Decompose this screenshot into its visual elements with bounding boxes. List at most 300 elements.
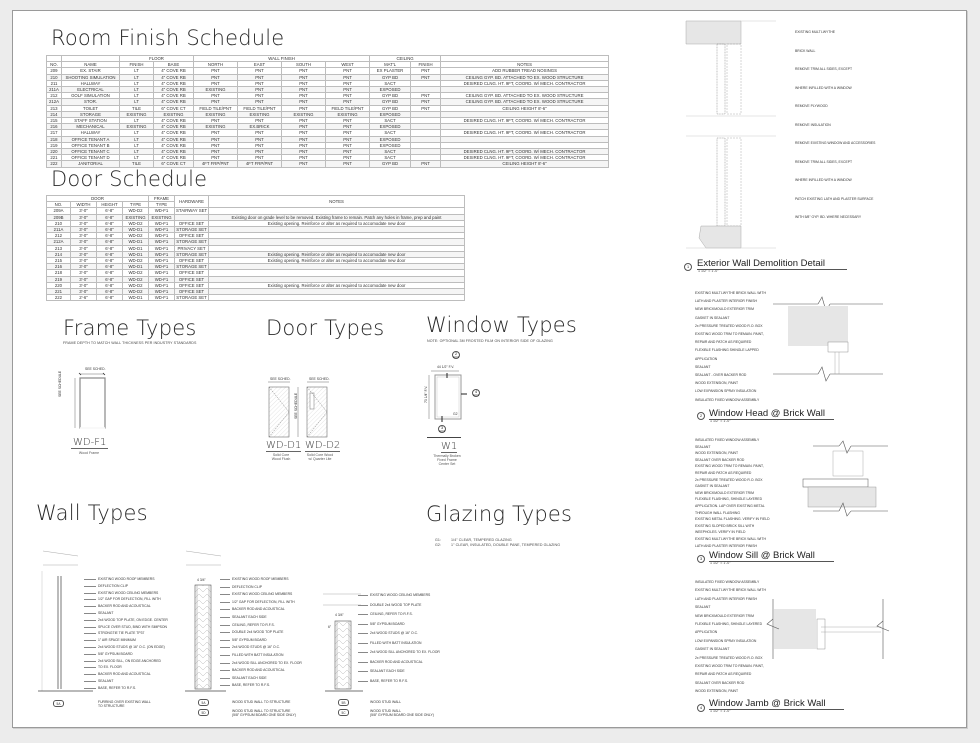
wall-tag-5c: 5C: [338, 709, 349, 716]
leader-line: [84, 606, 96, 607]
table-cell: 3'-0": [71, 208, 97, 214]
table-cell: PNT: [326, 130, 370, 136]
table-cell: PNT: [282, 93, 326, 99]
table-cell: PNT: [282, 124, 326, 130]
table-cell: Existing opening. Reinforce or alter as required to accomodate new door: [209, 220, 465, 226]
table-cell: PNT: [411, 74, 441, 80]
callout-label: EXISTING MULTI-WYTHE BRICK WALL WITH: [695, 537, 766, 541]
table-cell: 3'-0": [71, 239, 97, 245]
table-cell: 209A: [47, 208, 71, 214]
window-desc-2: Fixed Frame: [437, 458, 457, 462]
callout-label: EXISTING WOOD ROOF MEMBERS: [98, 577, 155, 581]
callout-label: FLEXIBLE FLASHING SHINGLE LAPPED: [695, 348, 759, 353]
leader-line: [220, 632, 230, 633]
callout-label: FILLED WITH BATT INSULATION: [232, 653, 284, 657]
callout-label: REPAIR AND PATCH AS REQUIRED: [695, 471, 752, 475]
group-header-frame: FRAME: [149, 196, 175, 202]
table-cell: 219: [47, 142, 62, 148]
door-d1-dim-top: SEE SCHED.: [270, 377, 291, 381]
wall-tag-5d: 5D: [198, 709, 209, 716]
table-cell: 4FT FRP/PNT: [238, 161, 282, 167]
table-cell: 4" COVE RB: [154, 93, 194, 99]
callout-label: NEW BRICKMOULD EXTERIOR TRIM: [695, 307, 754, 312]
table-cell: 220: [47, 282, 71, 288]
wall-c-section-drawing: [321, 591, 371, 701]
table-cell: OFFICE SET: [175, 276, 209, 282]
callout-label: WOOD EXTENSION, PAINT: [695, 689, 739, 694]
table-cell: LT: [120, 99, 154, 105]
table-cell: WD-F1: [149, 239, 175, 245]
table-cell: LT: [120, 74, 154, 80]
callout-label: APPLICATION. LAP OVER EXISTING METAL: [695, 504, 765, 508]
table-cell: LT: [120, 93, 154, 99]
callout-label: NEW BRICKMOULD EXTERIOR TRIM: [695, 490, 754, 495]
leader-line: [358, 624, 368, 625]
wall-c-tag-desc: WOOD STUD WALL: [370, 700, 402, 704]
door-schedule-title: Door Schedule: [51, 167, 208, 191]
window-desc-3: Center Set: [438, 462, 456, 466]
callout-label: INSULATED FIXED WINDOW ASSEMBLY: [695, 397, 760, 402]
col-header: EAST: [238, 62, 282, 68]
table-cell: PNT: [194, 68, 238, 74]
table-cell: DESIRED CLNG. HT. 9FT, COORD. W/ MECH. CONTRACTOR: [441, 80, 609, 86]
detail-1-title: Exterior Wall Demolition Detail: [697, 258, 847, 270]
table-cell: PNT: [326, 149, 370, 155]
callout-label: NEW BRICKMOULD EXTERIOR TRIM: [695, 613, 754, 618]
leader-line: [84, 640, 96, 641]
table-cell: Existing opening. Reinforce or alter as required to accomodate new door: [209, 258, 465, 264]
table-cell: FIELD TILE/PNT: [194, 105, 238, 111]
callout-label: SEALANT EACH SIDE: [370, 669, 405, 673]
table-cell: LT: [120, 149, 154, 155]
col-header-notes: NOTES: [209, 196, 465, 208]
table-cell: 4" COVE RB: [154, 124, 194, 130]
table-cell: STORAGE: [62, 111, 120, 117]
leader-line: [84, 593, 96, 594]
callout-label: DOUBLE 2x4 WOOD TOP PLATE: [232, 630, 284, 635]
callout-label: WHERE INFILLED WITH A WINDOW: [795, 178, 852, 182]
table-cell: 4" COVE RB: [154, 155, 194, 161]
wall-tag-5b: 5B: [338, 699, 349, 706]
door-d1-desc-2: Wood Flush: [271, 457, 291, 461]
window-elevation-drawing: [425, 367, 475, 427]
table-cell: EXPOSED: [370, 124, 411, 130]
section-bubble-4: 4 A3.0: [473, 389, 480, 398]
table-cell: WD-D2: [123, 282, 149, 288]
callout-label: BASE, REFER TO R.F.S.: [370, 678, 409, 683]
wall-c-side-dim: 6": [328, 625, 332, 629]
col-header-hardware: HARDWARE: [175, 196, 209, 208]
table-cell: 4" COVE RB: [154, 87, 194, 93]
table-cell: GOLF SIMULATION: [62, 93, 120, 99]
window-desc-1: Thermally Broken: [433, 454, 461, 458]
leader-line: [220, 587, 230, 588]
table-cell: TILE: [120, 105, 154, 111]
callout-label: LOW EXPANSION SPRAY INSULATION: [695, 389, 757, 394]
table-cell: 6'-8": [97, 233, 123, 239]
table-cell: PNT: [326, 87, 370, 93]
col-header: SOUTH: [282, 62, 326, 68]
col-header: NO.: [47, 62, 62, 68]
leader-line: [220, 678, 230, 679]
table-cell: WD-F1: [149, 233, 175, 239]
callout-label: REMOVE TRIM ALL SIDES, EXCEPT: [795, 67, 853, 71]
table-cell: DESIRED CLNG. HT. 9FT, COORD. W/ MECH. CONTRACTOR: [441, 149, 609, 155]
table-cell: DESIRED CLNG. HT. 9FT, COORD. W/ MECH. CONTRACTOR: [441, 130, 609, 136]
leader-line: [84, 613, 96, 614]
door-code-wd-d1: WD-D1: [266, 440, 302, 451]
callout-label: 2x4 WOOD STUDS @ 16" O.C.: [232, 645, 280, 650]
window-width-dim: 44 1/2" F.V.: [437, 365, 455, 369]
callout-label: LATH AND PLASTER INTERIOR FINISH: [695, 543, 757, 548]
table-cell: EXISTING: [238, 111, 282, 117]
table-cell: WD-D2: [123, 276, 149, 282]
door-schedule-table: [46, 195, 465, 301]
table-cell: 209: [47, 68, 62, 74]
table-cell: DESIRED CLNG. HT. 9FT, COORD. W/ MECH. CONTRACTOR: [441, 155, 609, 161]
callout-label: 1" AIR SPACE MINIMUM: [98, 638, 136, 643]
callout-label: 5/8" GYPSUM BOARD: [370, 621, 405, 626]
table-cell: EX PLASTER: [370, 68, 411, 74]
table-cell: GYP BD: [370, 99, 411, 105]
frame-code-wd-f1: WD-F1: [73, 437, 107, 448]
leader-line: [220, 663, 230, 664]
table-cell: EXISTING: [123, 214, 149, 220]
table-cell: EX. STAIR: [62, 68, 120, 74]
wall-b-tag-desc: WOOD STUD WALL TO STRUCTURE: [232, 700, 291, 704]
callout-label: 5/8" GYPSUM BOARD: [98, 651, 133, 656]
door-d2-desc-2: w/ Quarter Lite: [308, 457, 332, 461]
table-cell: 3'-0": [71, 282, 97, 288]
window-height-dim: 73 1/4" F.V.: [424, 385, 428, 403]
window-glazing-tag: G2: [453, 412, 458, 416]
table-cell: 212: [47, 233, 71, 239]
table-cell: PNT: [326, 99, 370, 105]
table-cell: 4" COVE RB: [154, 99, 194, 105]
table-cell: PNT: [282, 80, 326, 86]
table-cell: 6'-8": [97, 245, 123, 251]
col-header: MAT'L: [370, 62, 411, 68]
wall-a-tag-desc-2: TO STRUCTURE: [98, 704, 125, 708]
table-cell: 2'-6": [71, 295, 97, 301]
table-cell: 222: [47, 295, 71, 301]
col-header: NAME: [62, 62, 120, 68]
table-cell: 4" COVE RB: [154, 136, 194, 142]
door-code-wd-d2: WD-D2: [305, 440, 341, 451]
group-header-floor: FLOOR: [120, 56, 194, 62]
table-cell: WD-F1: [149, 264, 175, 270]
table-cell: 3'-0": [71, 270, 97, 276]
table-cell: PNT: [282, 74, 326, 80]
table-cell: 221: [47, 289, 71, 295]
section-bubble-3: 3 A3.0: [439, 425, 446, 434]
detail-3-title: Window Sill @ Brick Wall: [709, 550, 834, 562]
leader-line: [220, 602, 230, 603]
table-cell: 6'-8": [97, 258, 123, 264]
leader-line: [220, 579, 230, 580]
table-cell: 221: [47, 155, 62, 161]
table-cell: WD-D2: [123, 208, 149, 214]
table-cell: WD-D2: [123, 220, 149, 226]
callout-label: 2x4 WOOD STUDS @ 16" O.C. (ON EDGE): [98, 645, 165, 649]
table-cell: 211A: [47, 87, 62, 93]
table-cell: PNT: [282, 142, 326, 148]
table-cell: WD-D1: [123, 295, 149, 301]
table-row: [47, 295, 465, 301]
wall-c-tag2-desc-2: (5/8" GYPSUM BOARD ONE SIDE ONLY): [370, 713, 434, 717]
window-head-drawing: [773, 296, 883, 386]
table-cell: PNT: [282, 99, 326, 105]
callout-label: 2x4 WOOD SILL, ON EDGE ANCHORED: [98, 658, 161, 663]
table-cell: 213: [47, 245, 71, 251]
table-cell: 4" COVE RB: [154, 74, 194, 80]
drawing-sheet: [12, 10, 967, 728]
table-cell: 209B: [47, 214, 71, 220]
detail-2-scale: 1 1/2" = 1'-0": [710, 419, 731, 423]
table-cell: PNT: [238, 74, 282, 80]
table-cell: WD-D2: [123, 289, 149, 295]
frame-desc: Wood Frame: [78, 451, 100, 455]
table-cell: 6'-8": [97, 239, 123, 245]
table-cell: PNT: [194, 130, 238, 136]
table-cell: WD-D1: [123, 264, 149, 270]
leader-line: [84, 674, 96, 675]
table-cell: WD-D2: [123, 258, 149, 264]
callout-label: EXISTING WOOD TRIM TO REMAIN. PAINT,: [695, 332, 764, 336]
callout-label: BACKER ROD AND ACOUSTICAL: [98, 604, 151, 609]
callout-label: SEALANT: [98, 679, 114, 683]
wall-a-tag-desc-1: FURRING OVER EXISTING WALL: [98, 700, 151, 704]
callout-label: DEFLECTION CLIP: [232, 584, 262, 589]
table-cell: 219: [47, 276, 71, 282]
table-cell: EXISTING: [282, 111, 326, 117]
callout-label: SEALANT OVER BACKER ROD: [695, 457, 745, 462]
callout-label: BACKER ROD AND ACOUSTICAL: [98, 672, 151, 677]
leader-line: [358, 671, 368, 672]
table-cell: EXISTING: [149, 214, 175, 220]
callout-label: 2x PRESSURE TREATED WOOD R.O. BOX: [695, 323, 763, 328]
table-cell: SHOOTING SIMULATION: [62, 74, 120, 80]
table-cell: WD-D1: [123, 245, 149, 251]
callout-label: LOW EXPANSION SPRAY INSULATION: [695, 638, 757, 643]
table-cell: ADD RUBBER TREAD NOSINGS: [441, 68, 609, 74]
table-cell: 3'-0": [71, 227, 97, 233]
table-cell: PNT: [282, 136, 326, 142]
table-cell: PNT: [238, 68, 282, 74]
callout-label: SEALANT: [695, 444, 711, 449]
table-cell: 6'-8": [97, 208, 123, 214]
leader-line: [358, 652, 368, 653]
table-cell: PNT: [238, 136, 282, 142]
table-cell: PNT: [238, 99, 282, 105]
table-cell: WD-F1: [149, 276, 175, 282]
table-cell: SACT: [370, 155, 411, 161]
table-cell: WD-F1: [149, 289, 175, 295]
callout-label: LATH AND PLASTER INTERIOR FINISH: [695, 596, 757, 601]
frame-elevation-drawing: [73, 371, 113, 431]
callout-label: APPLICATION: [695, 630, 718, 635]
table-cell: ELECTRICAL: [62, 87, 120, 93]
table-cell: 212A: [47, 239, 71, 245]
callout-label: EXISTING WOOD CEILING MEMBERS: [370, 593, 431, 597]
table-cell: [209, 295, 465, 301]
col-header: NOTES: [441, 62, 609, 68]
callout-label: 5/8" GYPSUM BOARD: [232, 637, 267, 642]
table-cell: STOR.: [62, 99, 120, 105]
detail-3-scale: 1 1/2" = 1'-0": [710, 561, 731, 565]
leader-line: [84, 599, 96, 600]
table-cell: PNT: [282, 130, 326, 136]
table-cell: STORAGE SET: [176, 295, 207, 301]
table-cell: Existing opening. Reinforce or alter as required to accomodate new door: [209, 251, 465, 257]
table-cell: Existing door on grade level to be removed. Existing frame to remain. Patch any holes in frame, prep and paint: [209, 214, 465, 220]
col-header: HEIGHT: [97, 202, 123, 208]
leader-line: [358, 614, 368, 615]
col-header: TYPE: [149, 202, 175, 208]
callout-label: EXISTING METAL FLASHING. VERIFY IN FIELD: [695, 517, 770, 522]
table-cell: HALLWAY: [62, 130, 120, 136]
table-cell: PNT: [194, 142, 238, 148]
table-cell: PNT: [238, 118, 282, 124]
table-cell: 6'-8": [97, 227, 123, 233]
table-cell: SACT: [370, 130, 411, 136]
callout-label: SEALANT - OVER BACKER ROD: [695, 373, 747, 377]
table-cell: EXISTING: [120, 111, 154, 117]
leader-line: [84, 620, 96, 621]
wall-tag-5a: 5A: [198, 699, 209, 706]
callout-label: LATH AND PLASTER INTERIOR FINISH: [695, 299, 757, 304]
callout-label: INSULATED FIXED WINDOW ASSEMBLY: [695, 438, 760, 442]
table-cell: WD-F1: [149, 220, 175, 226]
table-cell: 210: [47, 74, 62, 80]
wall-b-tag2-desc-1: WOOD STUD WALL TO STRUCTURE: [232, 709, 291, 713]
exterior-wall-demolition-drawing: [681, 16, 776, 256]
table-cell: SACT: [370, 80, 411, 86]
callout-label: 2x4 WOOD SILL ANCHORED TO EX. FLOOR: [370, 650, 440, 654]
table-cell: PNT: [238, 80, 282, 86]
table-cell: 6" COVE CT: [154, 161, 194, 167]
table-cell: OFFICE SET: [175, 258, 209, 264]
callout-label: CEILING, REFER TO R.F.S.: [370, 612, 413, 616]
table-cell: 6'-8": [97, 251, 123, 257]
table-cell: 6'-8": [97, 276, 123, 282]
table-cell: CEILING HEIGHT 8'-6": [441, 161, 609, 167]
leader-line: [84, 681, 96, 682]
door-dim-side: SEE SCHEDULE: [294, 392, 298, 419]
detail-2-title: Window Head @ Brick Wall: [709, 408, 834, 420]
table-cell: PNT: [326, 118, 370, 124]
table-cell: 4" COVE RB: [154, 130, 194, 136]
table-cell: OFFICE SET: [175, 270, 209, 276]
callout-label: DOUBLE 2x4 WOOD TOP PLATE: [370, 602, 422, 607]
table-cell: PNT: [194, 80, 238, 86]
callout-label: BASE, REFER TO R.F.S.: [232, 683, 271, 688]
table-cell: 3'-0": [71, 233, 97, 239]
callout-label: GASKET IN SEALANT: [695, 484, 730, 489]
callout-label: BASE, REFER TO R.F.S.: [98, 685, 137, 690]
callout-label: EXISTING MULTI-WYTHE BRICK WALL WITH: [695, 291, 766, 295]
table-cell: 216: [47, 264, 71, 270]
callout-label: EXISTING WOOD TRIM TO REMAIN. PAINT,: [695, 664, 764, 668]
col-header: FINISH: [120, 62, 154, 68]
callout-label: SEALANT EACH SIDE: [232, 615, 267, 619]
wall-c-dim: 4 3/4": [335, 613, 344, 617]
table-cell: WD-F1: [149, 282, 175, 288]
col-header: BASE: [154, 62, 194, 68]
detail-bubble-4: 4: [697, 704, 705, 712]
callout-label: FILLED WITH BATT INSULATION: [370, 640, 422, 645]
leader-line: [220, 617, 230, 618]
table-cell: 4" COVE RB: [154, 68, 194, 74]
callout-label: 2x PRESSURE TREATED WOOD R.O. BOX: [695, 655, 763, 660]
table-cell: 6'-8": [97, 264, 123, 270]
leader-line: [358, 662, 368, 663]
table-cell: OFFICE TENANT A: [62, 136, 120, 142]
table-cell: PNT: [411, 105, 441, 111]
glazing-code-g1: G1:: [435, 538, 442, 542]
table-cell: WD-F1: [149, 258, 175, 264]
table-cell: 3'-0": [71, 214, 97, 220]
table-cell: 6'-8": [97, 295, 123, 301]
callout-label: SEALANT: [695, 605, 711, 610]
callout-label: EXISTING SLOPED BRICK SILL WITH: [695, 523, 755, 528]
table-cell: 214: [47, 251, 71, 257]
door-d1-desc-1: Solid Core: [272, 453, 290, 457]
detail-bubble-1: 1: [684, 263, 692, 271]
door-d2-desc-1: Solid Core Wood: [306, 453, 334, 457]
col-header: WIDTH: [71, 202, 97, 208]
callout-label: CEILING, REFER TO R.F.S.: [232, 622, 275, 627]
table-cell: 214: [47, 111, 62, 117]
table-cell: EXISTING: [154, 111, 194, 117]
table-cell: PNT: [194, 93, 238, 99]
glazing-desc-g1: 1/4" CLEAR, TEMPERED GLAZING: [451, 538, 512, 542]
leader-line: [220, 594, 230, 595]
table-cell: 6" COVE CT: [154, 105, 194, 111]
table-cell: 211A: [47, 227, 71, 233]
leader-line: [84, 688, 96, 689]
table-cell: Existing opening. Reinforce or alter as required to accomodate new door: [209, 282, 465, 288]
callout-label: EXISTING WOOD ROOF MEMBERS: [232, 577, 289, 581]
leader-line: [220, 640, 230, 641]
callout-label: EXISTING MULTI-WYTHE BRICK WALL WITH: [695, 588, 766, 593]
table-cell: FIELD TILE/PNT: [326, 105, 370, 111]
callout-label: BACKER ROD AND ACOUSTICAL: [232, 668, 285, 673]
table-cell: PNT: [326, 68, 370, 74]
table-cell: GYP BD: [370, 105, 411, 111]
callout-label: 2x4 WOOD TOP PLATE, ON EDGE. CENTER: [98, 617, 168, 622]
detail-4-scale: 1 1/2" = 1'-0": [710, 709, 731, 713]
table-cell: 218: [47, 270, 71, 276]
table-cell: OFFICE TENANT C: [62, 149, 120, 155]
table-cell: LT: [120, 87, 154, 93]
table-cell: LT: [120, 155, 154, 161]
table-cell: STAIRWAY SET: [176, 208, 208, 214]
callout-label: WEEPHOLES. VERIFY IN FIELD: [695, 530, 746, 535]
table-cell: STAFF STATION: [62, 118, 120, 124]
col-header: TYPE: [123, 202, 149, 208]
table-cell: 212A: [47, 99, 62, 105]
table-cell: 210: [47, 220, 71, 226]
table-cell: GYP BD: [370, 74, 411, 80]
table-cell: PNT: [326, 142, 370, 148]
table-cell: WD-F1: [149, 208, 175, 214]
callout-label: THROUGH WALL FLASHING: [695, 510, 740, 515]
callout-label: SEALANT EACH SIDE: [232, 675, 267, 680]
table-cell: 3'-0": [71, 289, 97, 295]
table-cell: CEILING GYP. BD. ATTACHED TO EX. WOOD STRUCTURE: [441, 99, 609, 105]
table-cell: 211: [47, 80, 62, 86]
